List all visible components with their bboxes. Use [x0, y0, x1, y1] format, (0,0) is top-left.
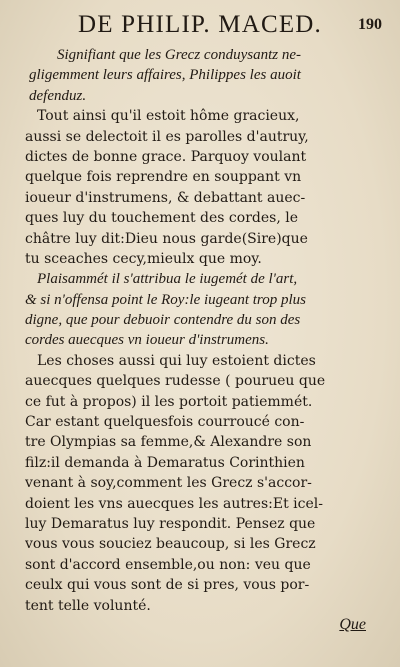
page-header [0, 10, 400, 40]
text-line: dictes de bonne grace. Parquoy voulant [25, 148, 307, 165]
text-line: ioueur d'instrumens, & debattant auec- [25, 189, 306, 206]
text-block [25, 45, 375, 616]
text-line: & si n'offensa point le Roy:le iugeant trop plus [25, 291, 306, 308]
text-line: ceulx qui vous sont de si pres, vous por- [25, 577, 310, 594]
text-line: venant à soy,comment les Grecz s'accor- [25, 475, 312, 492]
text-line: filz:il demanda à Demaratus Corinthien [25, 454, 305, 471]
text-line: quelque fois reprendre en souppant vn [25, 169, 302, 186]
text-line: gligemment leurs affaires, Philippes les auoit [29, 67, 301, 84]
text-line: tre Olympias sa femme,& Alexandre son [25, 434, 312, 451]
running-head: DE PHILIP. MACED. [77, 11, 323, 38]
text-line: ques luy du touchement des cordes, le [25, 210, 298, 227]
text-line: tu sceaches cecy,mieulx que moy. [25, 250, 262, 267]
text-line: Plaisammét il s'attribua le iugemét de l'art, [37, 271, 298, 288]
text-line: tent telle volunté. [25, 597, 151, 614]
catchword: Que [339, 616, 366, 633]
text-line: Signifiant que les Grecz conduysantz ne- [57, 47, 301, 63]
text-line: luy Demaratus luy respondit. Pensez que [25, 515, 316, 532]
text-line: sont d'accord ensemble,ou non: veu que [25, 556, 311, 573]
text-line: Les choses aussi qui luy estoient dictes [37, 352, 316, 369]
text-line: digne, que pour debuoir contendre du son des [25, 312, 301, 329]
text-line: châtre luy dit:Dieu nous garde(Sire)que [25, 230, 308, 247]
text-line: doient les vns auecques les autres:Et icel- [25, 495, 323, 512]
text-line: Tout ainsi qu'il estoit hôme gracieux, [37, 108, 300, 125]
text-line: vous vous souciez beaucoup, si les Grecz [25, 536, 316, 553]
text-line: ce fut à propos) il les portoit patiemmét. [25, 393, 313, 410]
text-line: aussi se delectoit il es parolles d'autruy, [25, 128, 309, 145]
text-line: Car estant quelquesfois courroucé con- [25, 414, 305, 431]
text-line: defenduz. [29, 87, 87, 104]
text-line: auecques quelques rudesse ( pourueu que [25, 373, 326, 390]
folio-page-number: 190 [358, 16, 382, 33]
text-line: cordes auecques vn ioueur d'instrumens. [25, 332, 269, 349]
